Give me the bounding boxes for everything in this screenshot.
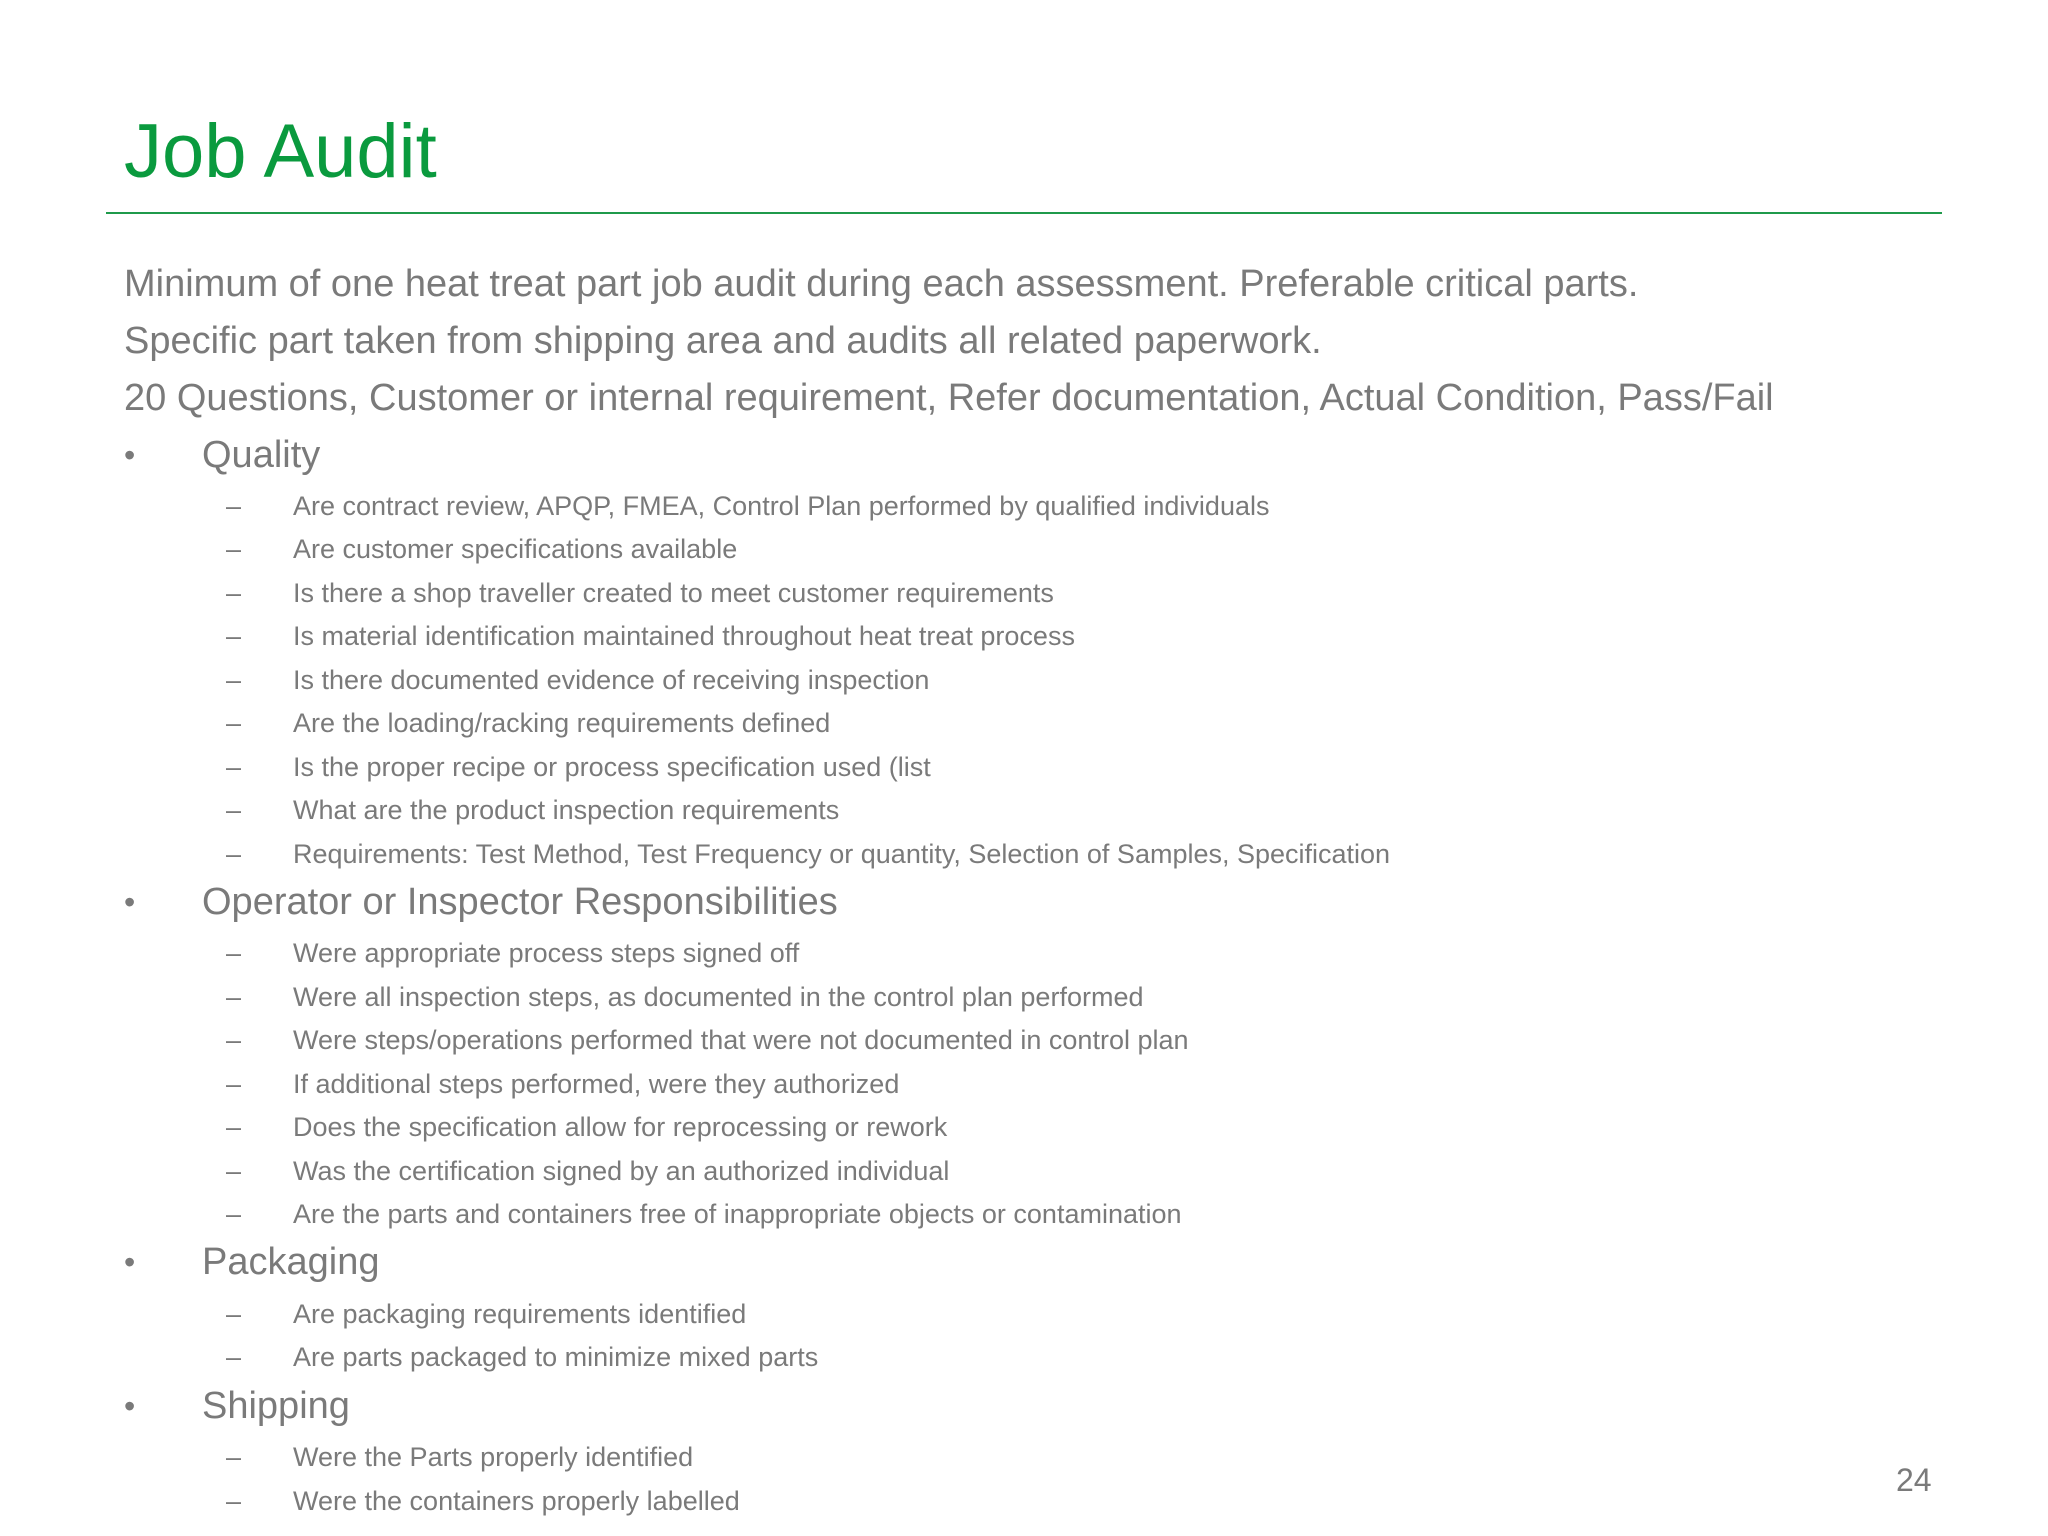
list-item-text: Are parts packaged to minimize mixed parts [293, 1342, 819, 1372]
list-item-text: Were the Parts properly identified [293, 1442, 694, 1472]
list-item-text: Were all inspection steps, as documented in the control plan performed [293, 982, 1144, 1012]
bullet-icon: • [124, 437, 136, 473]
list-item-text: Are packaging requirements identified [293, 1299, 747, 1329]
dash-icon: – [226, 1342, 242, 1372]
bullet-icon: • [124, 1244, 136, 1280]
dash-icon: – [226, 491, 242, 521]
intro-line: Specific part taken from shipping area and audits all related paperwork. [124, 320, 1322, 362]
dash-icon: – [226, 1112, 242, 1142]
dash-icon: – [226, 795, 242, 825]
bullet-icon: • [124, 884, 136, 920]
list-item-text: If additional steps performed, were they authorized [293, 1069, 900, 1099]
section-label: Packaging [202, 1241, 380, 1283]
dash-icon: – [226, 534, 242, 564]
dash-icon: – [226, 982, 242, 1012]
list-item-text: Were the containers properly labelled [293, 1486, 740, 1516]
page-number: 24 [1896, 1462, 1932, 1498]
list-item-text: Is there documented evidence of receiving inspection [293, 665, 930, 695]
dash-icon: – [226, 1486, 242, 1516]
intro-line: Minimum of one heat treat part job audit during each assessment. Preferable critical parts. [124, 263, 1639, 305]
section-label: Quality [202, 434, 321, 476]
dash-icon: – [226, 578, 242, 608]
list-item-text: Are customer specifications available [293, 534, 738, 564]
dash-icon: – [226, 839, 242, 869]
list-item-text: Requirements: Test Method, Test Frequency or quantity, Selection of Samples, Specification [293, 839, 1391, 869]
dash-icon: – [226, 1442, 242, 1472]
section-label: Shipping [202, 1385, 350, 1427]
section-label: Operator or Inspector Responsibilities [202, 881, 838, 923]
slide-title: Job Audit [124, 109, 437, 194]
list-item-text: Was the certification signed by an authorized individual [293, 1156, 950, 1186]
list-item-text: Are contract review, APQP, FMEA, Control Plan performed by qualified individuals [293, 491, 1270, 521]
dash-icon: – [226, 1025, 242, 1055]
dash-icon: – [226, 1299, 242, 1329]
dash-icon: – [226, 1199, 242, 1229]
dash-icon: – [226, 752, 242, 782]
dash-icon: – [226, 938, 242, 968]
dash-icon: – [226, 1069, 242, 1099]
dash-icon: – [226, 665, 242, 695]
list-item-text: Were steps/operations performed that were not documented in control plan [293, 1025, 1189, 1055]
dash-icon: – [226, 621, 242, 651]
intro-line: 20 Questions, Customer or internal requirement, Refer documentation, Actual Condition, Pass/Fail [124, 377, 1774, 419]
list-item-text: Are the loading/racking requirements defined [293, 708, 831, 738]
dash-icon: – [226, 708, 242, 738]
list-item-text: Does the specification allow for reprocessing or rework [293, 1112, 948, 1142]
list-item-text: Were appropriate process steps signed off [293, 938, 800, 968]
list-item-text: Are the parts and containers free of inappropriate objects or contamination [293, 1199, 1182, 1229]
dash-icon: – [226, 1156, 242, 1186]
bullet-icon: • [124, 1388, 136, 1424]
list-item-text: Is there a shop traveller created to meet customer requirements [293, 578, 1054, 608]
list-item-text: Is the proper recipe or process specification used (list [293, 752, 931, 782]
list-item-text: Is material identification maintained throughout heat treat process [293, 621, 1075, 651]
list-item-text: What are the product inspection requirements [293, 795, 840, 825]
title-divider [106, 212, 1942, 214]
